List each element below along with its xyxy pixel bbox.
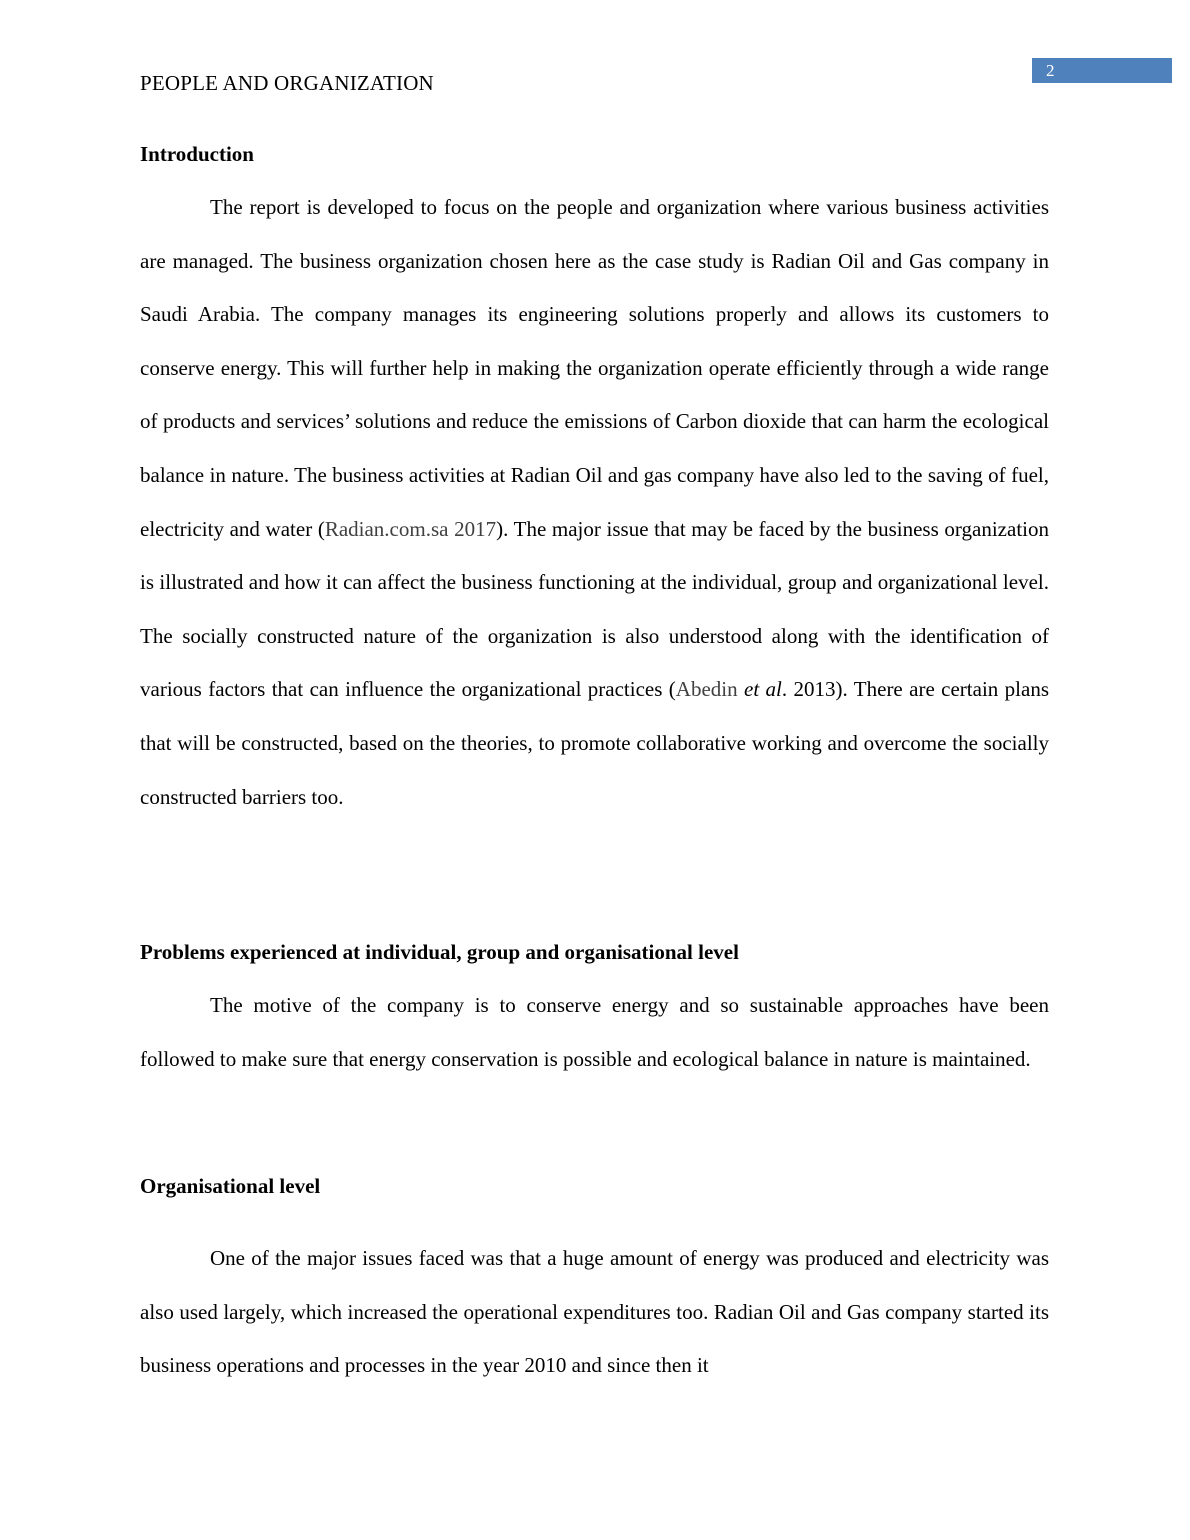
running-head: PEOPLE AND ORGANIZATION <box>140 71 434 95</box>
intro-text-part-3: . 2013). There are certain plans that will be constructed, based on the theories, to promote collaborative working and overcome the socially constructed barriers too. <box>140 677 1049 809</box>
citation-abedin: Abedin <box>675 677 738 702</box>
citation-radian: Radian.com.sa 2017 <box>324 516 497 541</box>
section-heading-introduction: Introduction <box>140 142 254 166</box>
organisational-level-paragraph: One of the major issues faced was that a huge amount of energy was produced and electricity was also used largely, which increased the operational expenditures too. Radian Oil and Gas company started its business operations and processes in the year 2010 and since then it <box>140 1246 1049 1378</box>
section-heading-problems: Problems experienced at individual, group and organisational level <box>140 940 739 964</box>
intro-text-part-1: The report is developed to focus on the people and organization where various business activities are managed. The business organization chosen here as the case study is Radian Oil and Gas company in Saudi Arabia. The company manages its engineering solutions properly and allows its customers to conserve energy. This will further help in making the organization operate efficiently through a wide range of products and services’ solutions and reduce the emissions of Carbon dioxide that can harm the ecological balance in nature. The business activities at Radian Oil and gas company have also led to the saving of fuel, electricity and water ( <box>140 195 1049 541</box>
citation-et-al: et al <box>744 677 782 702</box>
page-number: 2 <box>1046 61 1055 80</box>
intro-text-part-2: ). The major issue that may be faced by the business organization is illustrated and how it can affect the business functioning at the individual, group and organizational level. The socially constructed nature of the organization is also understood along with the identification of various factors that can influence the organizational practices ( <box>140 516 1049 702</box>
problems-paragraph: The motive of the company is to conserve energy and so sustainable approaches have been followed to make sure that energy conservation is possible and ecological balance in nature is maintained. <box>140 993 1049 1071</box>
section-heading-organisational-level: Organisational level <box>140 1174 321 1198</box>
page-number-badge <box>1032 58 1172 83</box>
introduction-paragraph <box>140 181 1049 824</box>
